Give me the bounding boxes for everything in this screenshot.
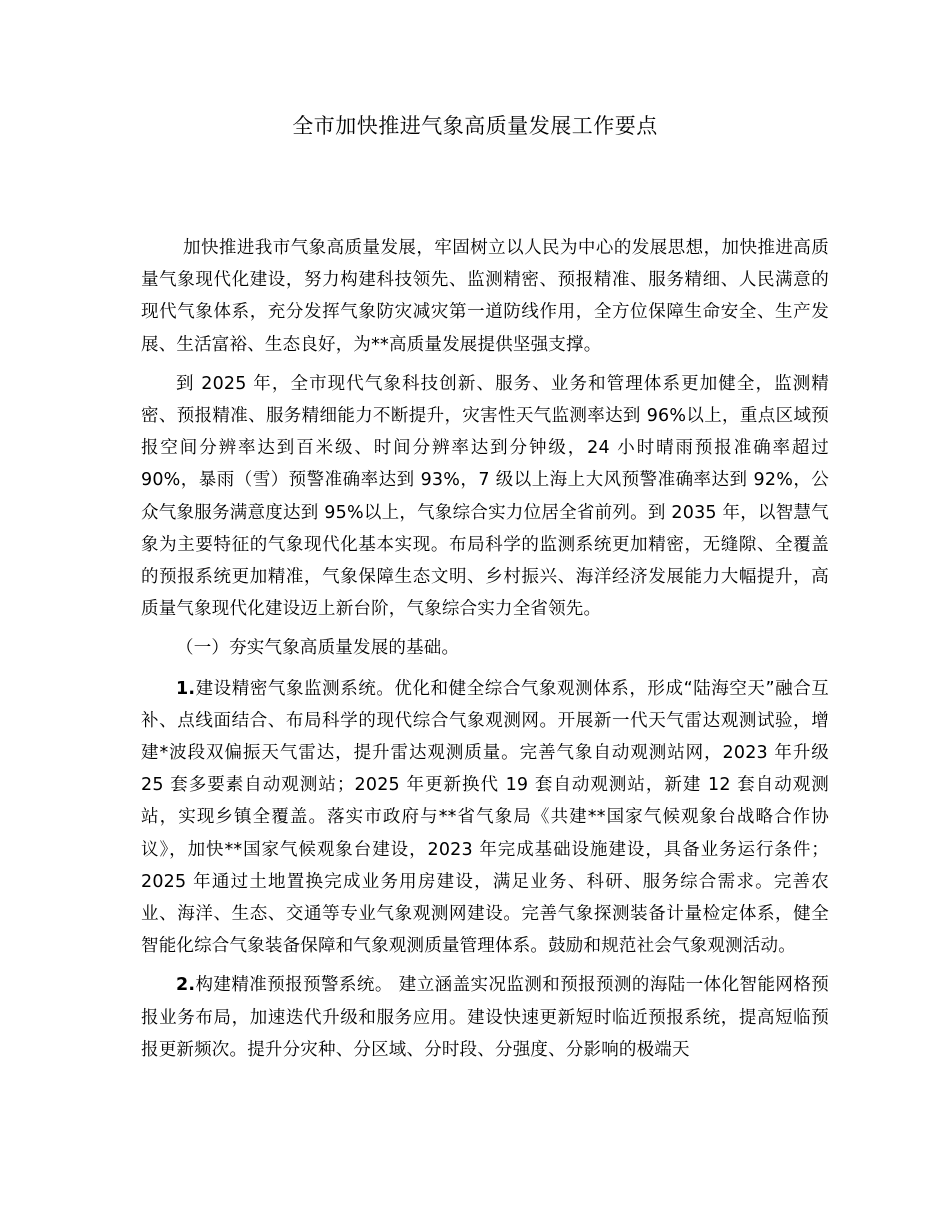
item-text: 建设精密气象监测系统。优化和健全综合气象观测体系，形成“陆海空天”融合互补、点线面结合、布局科学的现代综合气象观测网。开展新一代天气雷达观测试验，增建*波段双偏振天气雷达，提升雷达观测质量。完善气象自动观测站网，2023 年升级 25 套多要素自动观测站；2025 年更新换代 19 套自动观测站，新建 12 套自动观测站，实现乡镇全覆盖。落实市政府与**省气象局《共建**国家气候观象台战略合作协议》，加快**国家气候观象台建设，2023 年完成基础设施建设，具备业务运行条件；2025 年通过土地置换完成业务用房建设，满足业务、科研、服务综合需求。完善农业、海洋、生态、交通等专业气象观测网建设。完善气象探测装备计量检定体系，健全智能化综合气象装备保障和气象观测质量管理体系。鼓励和规范社会气象观测活动。: [141, 678, 829, 957]
goals-paragraph: 到 2025 年，全市现代气象科技创新、服务、业务和管理体系更加健全，监测精密、预报精准、服务精细能力不断提升，灾害性天气监测率达到 96%以上，重点区域预报空间分辨率达到百米级、时间分辨率达到分钟级，24 小时晴雨预报准确率超过 90%，暴雨（雪）预警准确率达到 93%，7 级以上海上大风预警准确率达到 92%，公众气象服务满意度达到 95%以上，气象综合实力位居全省前列。到 2035 年，以智慧气象为主要特征的气象现代化基本实现。布局科学的监测系统更加精密，无缝隙、全覆盖的预报系统更加精准，气象保障生态文明、乡村振兴、海洋经济发展能力大幅提升，高质量气象现代化建设迈上新台阶，气象综合实力全省领先。: [141, 373, 829, 620]
item-number: 1.: [176, 678, 196, 699]
section-heading: （一）夯实气象高质量发展的基础。: [176, 638, 460, 659]
item-number: 2.: [176, 975, 196, 996]
item-text: 构建精准预报预警系统。 建立涵盖实况监测和预报预测的海陆一体化智能网格预报业务布局，加速迭代升级和服务应用。建设快速更新短时临近预报系统，提高短临预报更新频次。提升分灾种、分区域、分时段、分强度、分影响的极端天: [141, 975, 829, 1060]
intro-paragraph: 加快推进我市气象高质量发展，牢固树立以人民为中心的发展思想，加快推进高质量气象现代化建设，努力构建科技领先、监测精密、预报精准、服务精细、人民满意的现代气象体系，充分发挥气象防灾减灾第一道防线作用，全方位保障生命安全、生产发展、生活富裕、生态良好，为**高质量发展提供坚强支撑。: [141, 238, 829, 355]
list-item: [141, 969, 829, 1066]
document-body: [141, 232, 829, 1073]
list-item: [141, 673, 829, 963]
page-title: 全市加快推进气象高质量发展工作要点: [292, 114, 658, 138]
